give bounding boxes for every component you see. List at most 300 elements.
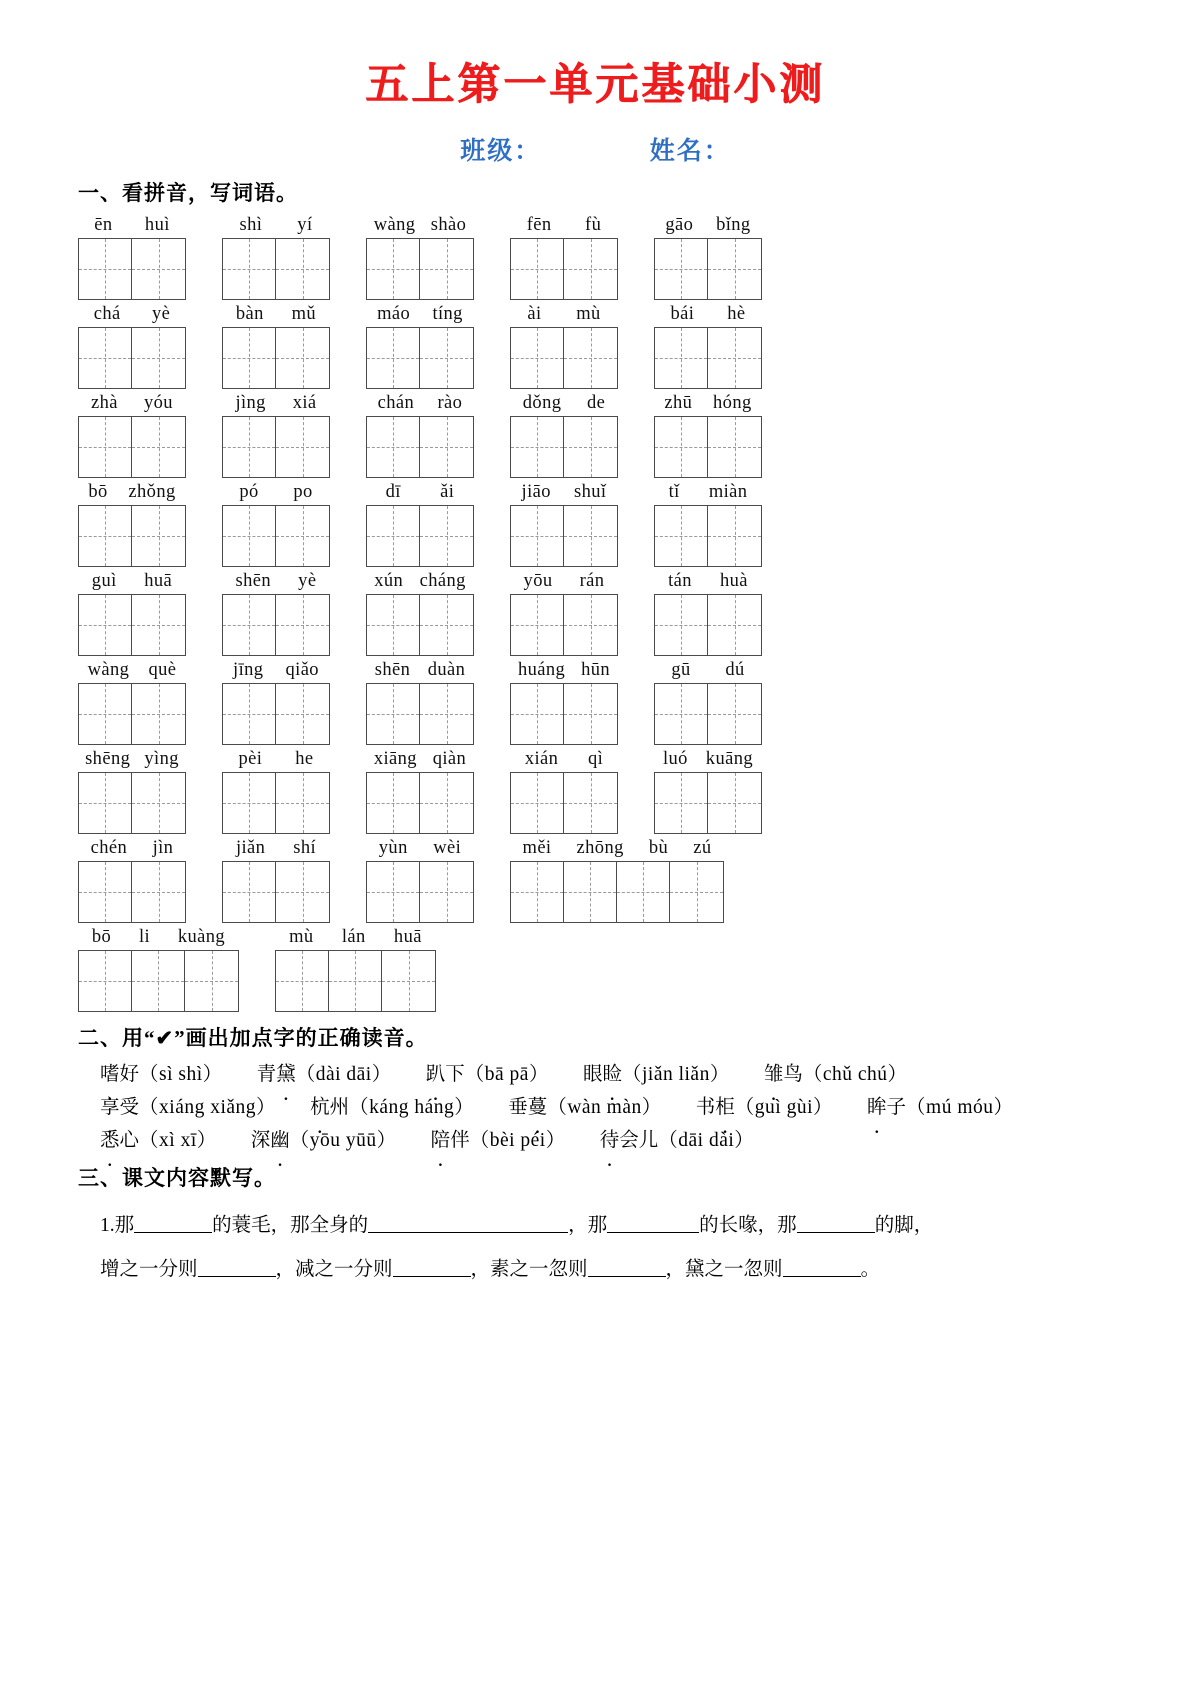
- pinyin-syllable: tán: [668, 571, 692, 592]
- pinyin-syllable: wèi: [433, 838, 462, 859]
- tianzige-cell[interactable]: [276, 684, 329, 744]
- tianzige-cell[interactable]: [132, 862, 185, 922]
- pinyin-syllable: zhǒng: [128, 482, 176, 503]
- tianzige-cell[interactable]: [185, 951, 238, 1011]
- dictation-text: ，素之一忽则: [470, 1259, 588, 1281]
- dotted-char: 幽: [270, 1130, 290, 1152]
- answer-blank[interactable]: [797, 1213, 875, 1233]
- word-slot: [366, 391, 474, 478]
- word-slot: [510, 836, 724, 923]
- pinyin-label: [510, 836, 724, 861]
- tianzige-box[interactable]: [654, 327, 762, 389]
- tianzige-cell[interactable]: [79, 595, 132, 655]
- tianzige-box[interactable]: [654, 416, 762, 478]
- pinyin-syllable: dī: [385, 482, 401, 503]
- pinyin-label: [78, 925, 239, 950]
- pinyin-syllable: bù: [648, 838, 669, 859]
- pinyin-syllable: yí: [297, 215, 313, 236]
- word-slot: [654, 747, 762, 834]
- pinyin-syllable: kuàng: [177, 927, 226, 948]
- answer-blank[interactable]: [198, 1257, 276, 1277]
- dotted-char: 趴: [425, 1064, 446, 1086]
- tianzige-cell[interactable]: [617, 862, 670, 922]
- pinyin-syllable: chén: [90, 838, 128, 859]
- pronunciation-options[interactable]: （xì xī）: [139, 1130, 217, 1152]
- dictation-text: ，黛之一忽则: [665, 1259, 783, 1281]
- char: 子: [886, 1097, 907, 1119]
- pinyin-label: [78, 747, 186, 772]
- tianzige-box[interactable]: [78, 683, 186, 745]
- tianzige-cell[interactable]: [511, 239, 564, 299]
- tianzige-cell[interactable]: [655, 417, 708, 477]
- tianzige-cell[interactable]: [564, 773, 617, 833]
- pinyin-label: [654, 569, 762, 594]
- choice-word: [257, 1064, 296, 1085]
- choice-word: [251, 1130, 290, 1151]
- word-slot: [366, 213, 474, 300]
- tianzige-cell[interactable]: [276, 417, 329, 477]
- tianzige-cell[interactable]: [276, 239, 329, 299]
- tianzige-cell[interactable]: [223, 417, 276, 477]
- tianzige-cell[interactable]: [367, 328, 420, 388]
- pinyin-label: [510, 391, 618, 416]
- tianzige-box[interactable]: [222, 772, 330, 834]
- tianzige-cell[interactable]: [367, 684, 420, 744]
- pinyin-syllable: wàng: [87, 660, 130, 681]
- pinyin-label: [78, 391, 186, 416]
- pinyin-syllable: mǔ: [291, 304, 317, 325]
- tianzige-cell[interactable]: [420, 239, 473, 299]
- pinyin-syllable: wàng: [373, 215, 416, 236]
- section2-choice-rows: [0, 1058, 1191, 1152]
- tianzige-cell[interactable]: [708, 773, 761, 833]
- tianzige-cell[interactable]: [564, 239, 617, 299]
- choice-item[interactable]: [696, 1091, 833, 1119]
- tianzige-box[interactable]: [366, 861, 474, 923]
- tianzige-cell[interactable]: [367, 862, 420, 922]
- tianzige-cell[interactable]: [223, 595, 276, 655]
- tianzige-cell[interactable]: [382, 951, 435, 1011]
- tianzige-cell[interactable]: [564, 684, 617, 744]
- pinyin-label: [222, 658, 330, 683]
- pronunciation-options[interactable]: （chǔ chú）: [802, 1064, 908, 1086]
- tianzige-box[interactable]: [366, 772, 474, 834]
- tianzige-box[interactable]: [510, 594, 618, 656]
- tianzige-box[interactable]: [654, 772, 762, 834]
- choice-word: [867, 1097, 906, 1118]
- tianzige-cell[interactable]: [276, 862, 329, 922]
- pinyin-syllable: gāo: [665, 215, 694, 236]
- pinyin-grid-row: [78, 836, 1191, 923]
- tianzige-cell[interactable]: [655, 595, 708, 655]
- word-slot: [275, 925, 436, 1012]
- pronunciation-options[interactable]: （káng háng）: [349, 1097, 475, 1119]
- pinyin-syllable: guì: [91, 571, 117, 592]
- answer-blank[interactable]: [393, 1257, 471, 1277]
- dotted-char: 柜: [715, 1097, 735, 1119]
- tianzige-cell[interactable]: [420, 506, 473, 566]
- pinyin-syllable: luó: [662, 749, 688, 770]
- word-slot: [222, 480, 330, 567]
- choice-item[interactable]: [426, 1058, 549, 1086]
- pronunciation-options[interactable]: （guì gùi）: [734, 1097, 833, 1119]
- tianzige-cell[interactable]: [564, 862, 617, 922]
- word-slot: [654, 391, 762, 478]
- choice-word: [310, 1097, 349, 1118]
- tianzige-cell[interactable]: [367, 239, 420, 299]
- tianzige-box[interactable]: [366, 683, 474, 745]
- pinyin-label: [78, 213, 186, 238]
- page-title: 五上第一单元基础小测: [365, 62, 826, 109]
- tianzige-cell[interactable]: [132, 684, 185, 744]
- pinyin-syllable: chán: [377, 393, 415, 414]
- pinyin-syllable: mù: [576, 304, 601, 325]
- dotted-char: 嗜: [100, 1064, 120, 1086]
- char: 青: [256, 1064, 277, 1086]
- tianzige-box[interactable]: [78, 861, 186, 923]
- tianzige-cell[interactable]: [276, 595, 329, 655]
- word-slot: [654, 480, 762, 567]
- pinyin-syllable: de: [586, 393, 606, 414]
- student-info-line: [0, 131, 1191, 167]
- answer-blank[interactable]: [607, 1213, 699, 1233]
- pinyin-syllable: huáng: [517, 660, 566, 681]
- choice-item[interactable]: [764, 1058, 908, 1086]
- dotted-char: 杭: [310, 1097, 330, 1119]
- tianzige-cell[interactable]: [367, 773, 420, 833]
- tianzige-box[interactable]: [654, 683, 762, 745]
- pinyin-label: [366, 569, 474, 594]
- tianzige-box[interactable]: [510, 772, 618, 834]
- tianzige-cell[interactable]: [79, 417, 132, 477]
- pinyin-label: [366, 836, 474, 861]
- tianzige-cell[interactable]: [511, 506, 564, 566]
- pinyin-syllable: shuǐ: [573, 482, 607, 503]
- tianzige-cell[interactable]: [132, 773, 185, 833]
- tianzige-box[interactable]: [510, 861, 724, 923]
- pinyin-syllable: bái: [670, 304, 695, 325]
- dotted-char: 悉: [100, 1130, 120, 1152]
- pronunciation-options[interactable]: （jiǎn liǎn）: [621, 1064, 730, 1086]
- pinyin-syllable: hóng: [713, 393, 752, 414]
- tianzige-cell[interactable]: [564, 417, 617, 477]
- tianzige-cell[interactable]: [79, 328, 132, 388]
- pinyin-syllable: xián: [524, 749, 559, 770]
- tianzige-cell[interactable]: [223, 239, 276, 299]
- tianzige-box[interactable]: [78, 950, 239, 1012]
- answer-blank[interactable]: [783, 1257, 861, 1277]
- choice-item[interactable]: [867, 1091, 1014, 1119]
- tianzige-box[interactable]: [78, 416, 186, 478]
- tianzige-box[interactable]: [366, 594, 474, 656]
- tianzige-cell[interactable]: [132, 417, 185, 477]
- pinyin-syllable: lán: [341, 927, 366, 948]
- tianzige-box[interactable]: [78, 327, 186, 389]
- tianzige-cell[interactable]: [367, 417, 420, 477]
- choice-word: [426, 1064, 465, 1085]
- tianzige-cell[interactable]: [708, 506, 761, 566]
- dictation-text: 1.那: [100, 1215, 135, 1237]
- tianzige-cell[interactable]: [420, 773, 473, 833]
- tianzige-cell[interactable]: [420, 595, 473, 655]
- choice-item[interactable]: [310, 1091, 474, 1119]
- tianzige-cell[interactable]: [670, 862, 723, 922]
- tianzige-box[interactable]: [222, 861, 330, 923]
- tianzige-box[interactable]: [366, 238, 474, 300]
- pinyin-syllable: qì: [587, 749, 604, 770]
- tianzige-box[interactable]: [510, 327, 618, 389]
- word-slot: [78, 569, 186, 656]
- word-slot: [654, 658, 762, 745]
- pinyin-syllable: qiàn: [432, 749, 467, 770]
- char: 儿: [638, 1130, 659, 1152]
- pronunciation-options[interactable]: （sì shì）: [139, 1064, 223, 1086]
- tianzige-cell[interactable]: [276, 773, 329, 833]
- tianzige-box[interactable]: [78, 238, 186, 300]
- char: 书: [695, 1097, 716, 1119]
- tianzige-cell[interactable]: [132, 328, 185, 388]
- dictation-text: 的长喙，那: [699, 1215, 797, 1237]
- pronunciation-options[interactable]: （bā pā）: [464, 1064, 549, 1086]
- pinyin-grid-row: [78, 302, 1191, 389]
- pinyin-grid-row: [78, 658, 1191, 745]
- pinyin-syllable: ài: [527, 304, 542, 325]
- tianzige-box[interactable]: [78, 772, 186, 834]
- tianzige-cell[interactable]: [564, 595, 617, 655]
- tianzige-cell[interactable]: [511, 328, 564, 388]
- pinyin-label: [366, 658, 474, 683]
- pinyin-label: [222, 391, 330, 416]
- dictation-text: 的脚，: [874, 1215, 934, 1237]
- tianzige-cell[interactable]: [329, 951, 382, 1011]
- tianzige-box[interactable]: [510, 416, 618, 478]
- word-slot: [222, 391, 330, 478]
- tianzige-cell[interactable]: [367, 506, 420, 566]
- pinyin-label: [222, 302, 330, 327]
- tianzige-cell[interactable]: [420, 684, 473, 744]
- tianzige-box[interactable]: [222, 238, 330, 300]
- tianzige-box[interactable]: [78, 594, 186, 656]
- dotted-char: 睑: [602, 1064, 622, 1086]
- tianzige-cell[interactable]: [511, 595, 564, 655]
- section1-heading: 一、看拼音，写词语。: [78, 181, 298, 206]
- pinyin-syllable: qiǎo: [285, 660, 319, 681]
- char: 伴: [450, 1130, 470, 1152]
- choice-word: [764, 1064, 803, 1085]
- answer-blank[interactable]: [588, 1257, 666, 1277]
- pinyin-grid-row: [78, 747, 1191, 834]
- word-slot: [222, 747, 330, 834]
- choice-item[interactable]: [508, 1091, 661, 1119]
- tianzige-box[interactable]: [222, 505, 330, 567]
- char: 会: [619, 1130, 639, 1152]
- word-slot: [222, 302, 330, 389]
- word-slot: [78, 302, 186, 389]
- tianzige-cell[interactable]: [367, 595, 420, 655]
- tianzige-cell[interactable]: [223, 684, 276, 744]
- tianzige-cell[interactable]: [708, 239, 761, 299]
- pronunciation-options[interactable]: （wàn màn）: [547, 1097, 662, 1119]
- pronunciation-options[interactable]: （mú móu）: [906, 1097, 1014, 1119]
- tianzige-box[interactable]: [510, 238, 618, 300]
- pinyin-syllable: huā: [393, 927, 422, 948]
- pinyin-syllable: rào: [437, 393, 463, 414]
- answer-blank[interactable]: [368, 1213, 568, 1233]
- pinyin-syllable: kuāng: [705, 749, 754, 770]
- pinyin-label: [654, 391, 762, 416]
- choice-word: [431, 1130, 470, 1151]
- tianzige-box[interactable]: [654, 505, 762, 567]
- answer-blank[interactable]: [134, 1213, 212, 1233]
- pinyin-syllable: chá: [93, 304, 121, 325]
- pinyin-syllable: dú: [725, 660, 745, 681]
- tianzige-cell[interactable]: [79, 506, 132, 566]
- char: 垂: [508, 1097, 528, 1119]
- dotted-char: 蔓: [527, 1097, 548, 1119]
- tianzige-cell[interactable]: [79, 773, 132, 833]
- pinyin-syllable: huà: [720, 571, 748, 592]
- pronunciation-options[interactable]: （xiáng xiǎng）: [139, 1097, 277, 1119]
- pinyin-syllable: xiá: [292, 393, 317, 414]
- pinyin-syllable: yùn: [378, 838, 408, 859]
- word-slot: [654, 213, 762, 300]
- word-slot: [366, 836, 474, 923]
- tianzige-cell[interactable]: [79, 239, 132, 299]
- pinyin-label: [510, 302, 618, 327]
- tianzige-cell[interactable]: [223, 862, 276, 922]
- tianzige-cell[interactable]: [276, 328, 329, 388]
- choice-item[interactable]: [257, 1058, 392, 1086]
- section1-grid-rows: [0, 213, 1191, 1012]
- pinyin-syllable: gū: [671, 660, 691, 681]
- tianzige-cell[interactable]: [132, 951, 185, 1011]
- tianzige-box[interactable]: [275, 950, 436, 1012]
- pinyin-syllable: pó: [239, 482, 259, 503]
- tianzige-cell[interactable]: [420, 417, 473, 477]
- choice-row: [100, 1124, 1191, 1152]
- pinyin-label: [366, 480, 474, 505]
- tianzige-cell[interactable]: [655, 684, 708, 744]
- tianzige-cell[interactable]: [511, 684, 564, 744]
- tianzige-cell[interactable]: [79, 951, 132, 1011]
- pinyin-syllable: ǎi: [440, 482, 455, 503]
- pinyin-syllable: fù: [585, 215, 602, 236]
- choice-item[interactable]: [600, 1124, 755, 1152]
- tianzige-box[interactable]: [654, 238, 762, 300]
- tianzige-box[interactable]: [222, 683, 330, 745]
- tianzige-cell[interactable]: [564, 328, 617, 388]
- tianzige-cell[interactable]: [223, 506, 276, 566]
- tianzige-cell[interactable]: [655, 239, 708, 299]
- tianzige-cell[interactable]: [708, 595, 761, 655]
- tianzige-cell[interactable]: [511, 773, 564, 833]
- tianzige-cell[interactable]: [79, 684, 132, 744]
- choice-item[interactable]: [583, 1058, 730, 1086]
- pronunciation-options[interactable]: （dāi dài）: [658, 1130, 755, 1152]
- tianzige-cell[interactable]: [708, 417, 761, 477]
- pinyin-syllable: què: [148, 660, 177, 681]
- tianzige-cell[interactable]: [564, 506, 617, 566]
- choice-item[interactable]: [100, 1058, 223, 1086]
- tianzige-cell[interactable]: [511, 862, 564, 922]
- tianzige-cell[interactable]: [276, 506, 329, 566]
- dotted-char: 陪: [430, 1130, 451, 1152]
- pronunciation-options[interactable]: （yōu yūū）: [289, 1130, 397, 1152]
- word-slot: [78, 658, 186, 745]
- name-label: 姓名：: [649, 138, 731, 166]
- tianzige-cell[interactable]: [223, 773, 276, 833]
- word-slot: [78, 747, 186, 834]
- tianzige-cell[interactable]: [132, 506, 185, 566]
- tianzige-cell[interactable]: [655, 328, 708, 388]
- word-slot: [510, 480, 618, 567]
- pinyin-syllable: jiǎn: [235, 838, 266, 859]
- tianzige-cell[interactable]: [276, 951, 329, 1011]
- tianzige-cell[interactable]: [655, 506, 708, 566]
- pinyin-label: [510, 747, 618, 772]
- tianzige-box[interactable]: [366, 505, 474, 567]
- tianzige-box[interactable]: [222, 327, 330, 389]
- word-slot: [222, 836, 330, 923]
- tianzige-cell[interactable]: [79, 862, 132, 922]
- choice-row: [100, 1091, 1191, 1119]
- tianzige-cell[interactable]: [223, 328, 276, 388]
- word-slot: [78, 391, 186, 478]
- tianzige-box[interactable]: [510, 505, 618, 567]
- pinyin-syllable: cháng: [419, 571, 466, 592]
- pinyin-label: [366, 391, 474, 416]
- pinyin-syllable: he: [295, 749, 314, 770]
- choice-item[interactable]: [431, 1124, 566, 1152]
- tianzige-cell[interactable]: [420, 328, 473, 388]
- tianzige-cell[interactable]: [132, 595, 185, 655]
- pronunciation-options[interactable]: （bèi péi）: [469, 1130, 566, 1152]
- choice-row: [100, 1058, 1191, 1086]
- choice-item[interactable]: [100, 1091, 276, 1119]
- choice-word: [100, 1064, 139, 1085]
- pinyin-label: [366, 747, 474, 772]
- tianzige-cell[interactable]: [420, 862, 473, 922]
- pinyin-syllable: shì: [239, 215, 263, 236]
- word-slot: [510, 302, 618, 389]
- pronunciation-options[interactable]: （dài dāi）: [295, 1064, 392, 1086]
- tianzige-box[interactable]: [222, 594, 330, 656]
- tianzige-box[interactable]: [222, 416, 330, 478]
- tianzige-box[interactable]: [654, 594, 762, 656]
- tianzige-cell[interactable]: [655, 773, 708, 833]
- tianzige-cell[interactable]: [132, 239, 185, 299]
- pinyin-label: [654, 480, 762, 505]
- choice-item[interactable]: [100, 1124, 217, 1152]
- tianzige-box[interactable]: [78, 505, 186, 567]
- word-slot: [510, 391, 618, 478]
- pinyin-syllable: zhōng: [576, 838, 624, 859]
- word-slot: [366, 480, 474, 567]
- tianzige-box[interactable]: [366, 327, 474, 389]
- pinyin-grid-row: [78, 925, 1191, 1012]
- tianzige-box[interactable]: [366, 416, 474, 478]
- tianzige-cell[interactable]: [511, 417, 564, 477]
- pinyin-syllable: rán: [579, 571, 605, 592]
- tianzige-box[interactable]: [510, 683, 618, 745]
- choice-item[interactable]: [251, 1124, 397, 1152]
- pinyin-label: [510, 213, 618, 238]
- tianzige-cell[interactable]: [708, 328, 761, 388]
- dictation-line-2: [100, 1248, 1191, 1292]
- tianzige-cell[interactable]: [708, 684, 761, 744]
- pinyin-label: [654, 747, 762, 772]
- pinyin-label: [222, 480, 330, 505]
